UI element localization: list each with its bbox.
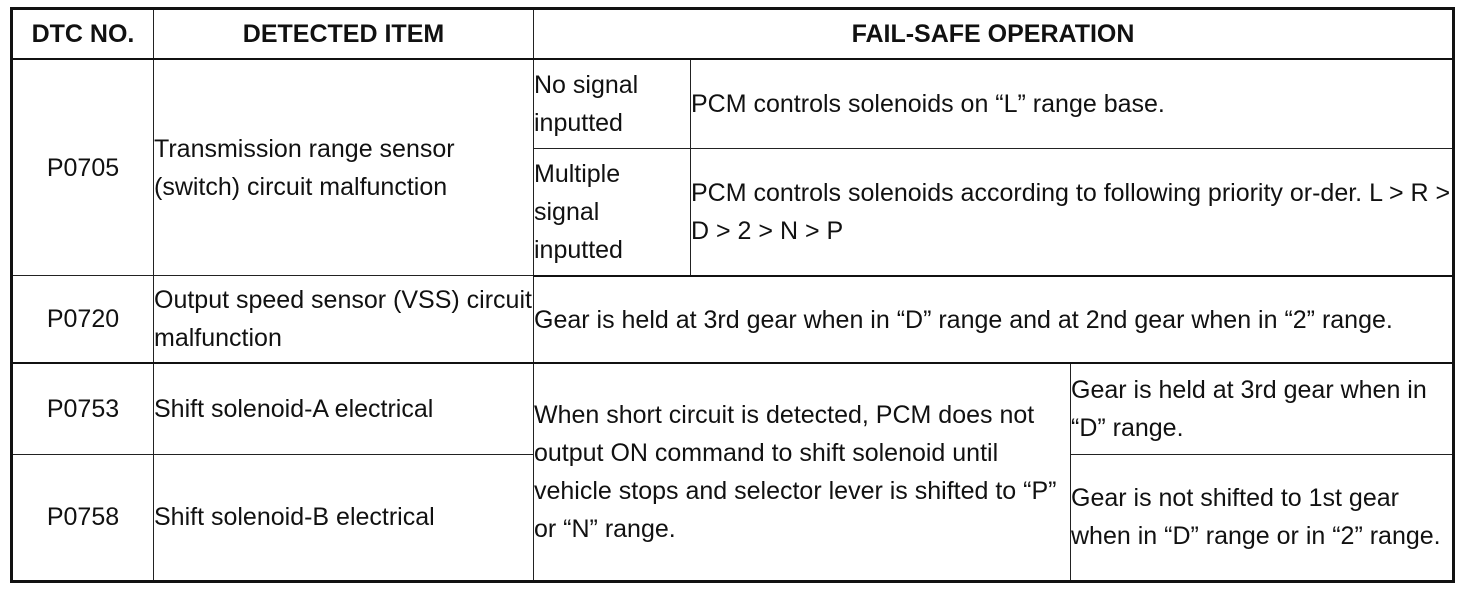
dtc-code-p0720: P0720 xyxy=(12,276,154,363)
table-row-p0720 xyxy=(12,276,1454,363)
detected-item-p0753: Shift solenoid-A electrical xyxy=(154,363,534,454)
condition-no-signal: No signal inputted xyxy=(534,59,691,149)
table-row-p0753 xyxy=(12,363,1454,454)
header-fail-safe-operation: FAIL-SAFE OPERATION xyxy=(534,9,1454,60)
header-detected-item: DETECTED ITEM xyxy=(154,9,534,60)
dtc-code-p0753: P0753 xyxy=(12,363,154,454)
table-row-p0705-no-signal xyxy=(12,59,1454,149)
dtc-fail-safe-table xyxy=(10,7,1455,583)
condition-multiple-signal: Multiple signal inputted xyxy=(534,149,691,276)
dtc-code-p0705: P0705 xyxy=(12,59,154,276)
header-dtc-no: DTC NO. xyxy=(12,9,154,60)
operation-p0720: Gear is held at 3rd gear when in “D” range and at 2nd gear when in “2” range. xyxy=(534,276,1454,363)
detected-item-p0720: Output speed sensor (VSS) circuit malfunction xyxy=(154,276,534,363)
shared-operation-shift-solenoid: When short circuit is detected, PCM does not output ON command to shift solenoid until vehicle stops and selector lever is shifted to “P” or “N” range. xyxy=(534,363,1071,581)
dtc-code-p0758: P0758 xyxy=(12,454,154,581)
detected-item-p0758: Shift solenoid-B electrical xyxy=(154,454,534,581)
operation-multiple-signal: PCM controls solenoids according to following priority or-der. L > R > D > 2 > N > P xyxy=(691,149,1454,276)
operation-no-signal: PCM controls solenoids on “L” range base. xyxy=(691,59,1454,149)
header-row xyxy=(12,9,1454,60)
detected-item-p0705: Transmission range sensor (switch) circuit malfunction xyxy=(154,59,534,276)
result-p0753: Gear is held at 3rd gear when in “D” range. xyxy=(1071,363,1454,454)
result-p0758: Gear is not shifted to 1st gear when in “D” range or in “2” range. xyxy=(1071,454,1454,581)
